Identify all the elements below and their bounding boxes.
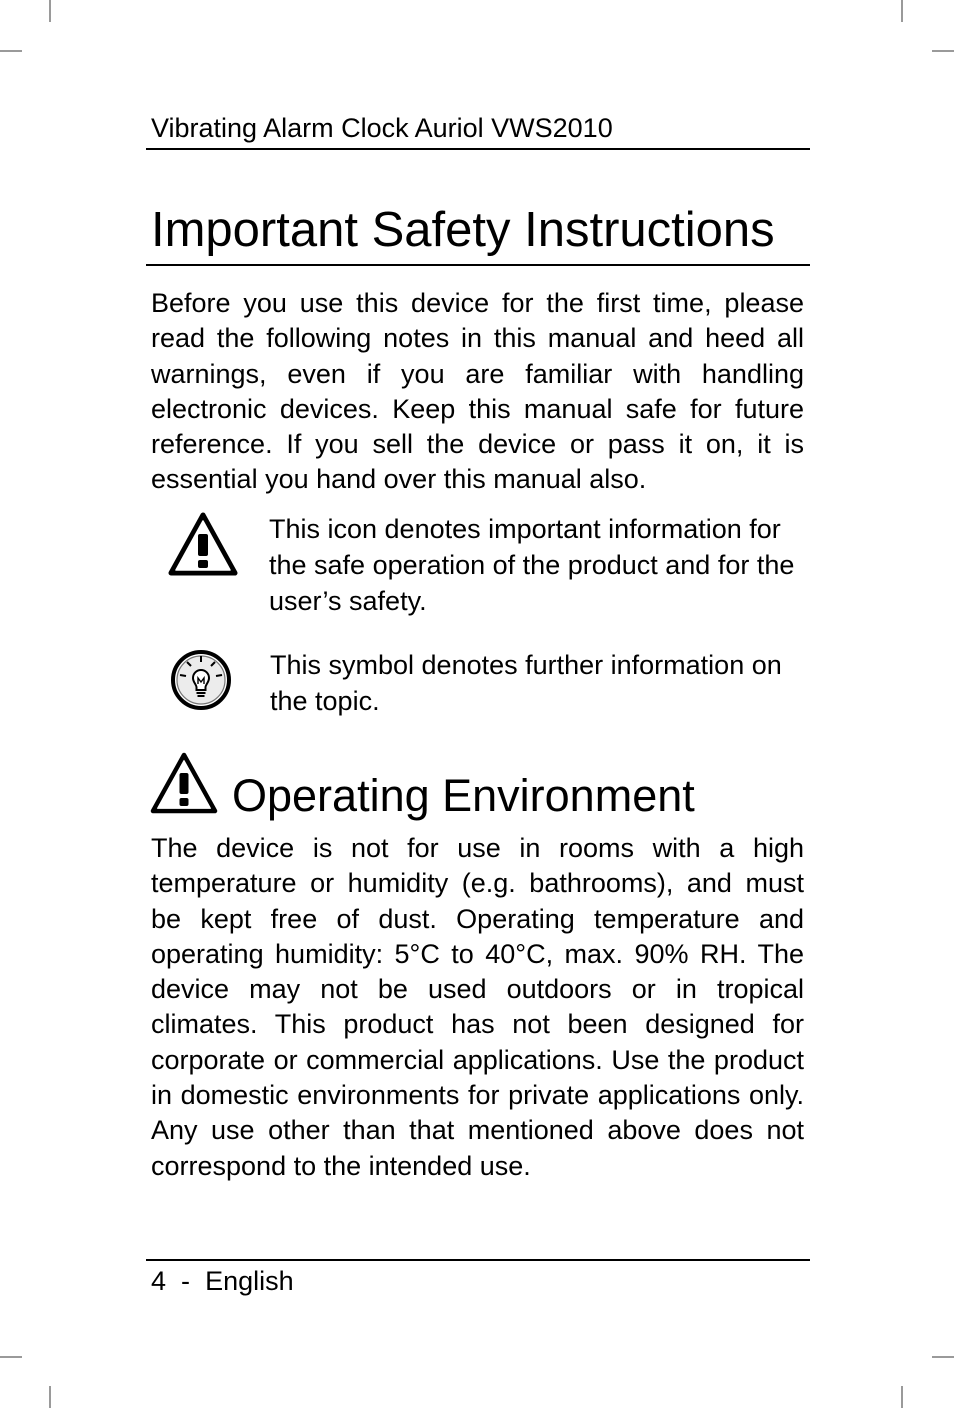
footer-language: English (205, 1266, 294, 1296)
crop-mark (0, 1356, 22, 1358)
page-title-text: Important Safety Instructions (151, 203, 775, 257)
intro-paragraph: Before you use this device for the first time, please read the following notes in this manual and heed all warnings, even if you are familiar with handling electronic devices. Keep this manual safe for future reference. If you sell the device or pass it on, it is essential you hand over this manual also. (151, 288, 804, 495)
page-title (146, 200, 810, 266)
running-header (146, 112, 810, 150)
crop-mark (49, 1386, 51, 1408)
note-warning-text: This icon denotes important information for the safe operation of the product and for the user’s safety. (269, 514, 795, 616)
section-heading: Operating Environment (232, 770, 695, 821)
crop-mark (0, 50, 22, 52)
running-title: Vibrating Alarm Clock Auriol VWS2010 (151, 113, 613, 143)
page-number: 4 (151, 1266, 167, 1296)
warning-triangle-icon (168, 512, 238, 576)
crop-mark (932, 50, 954, 52)
page-footer (151, 1264, 294, 1298)
footer-separator: - (181, 1266, 191, 1296)
note-info-text: This symbol denotes further information on the topic. (270, 650, 782, 716)
crop-mark (901, 0, 903, 22)
crop-mark (932, 1356, 954, 1358)
lightbulb-info-icon (169, 648, 233, 712)
crop-mark (49, 0, 51, 22)
section-body: The device is not for use in rooms with a high temperature or humidity (e.g. bathrooms), and must be kept free of dust. Operating temperature and operating humidity: 5°C to 40°C, max. 90% RH. The device may not be used outdoors or in tropical climates. This product has not been designed for corporate or commercial applications. Use the product in domestic environments for private applications only. Any use other than that mentioned above does not correspond to the intended use. (151, 833, 804, 1181)
warning-triangle-icon (150, 752, 218, 814)
footer-rule (146, 1259, 810, 1261)
crop-mark (901, 1386, 903, 1408)
